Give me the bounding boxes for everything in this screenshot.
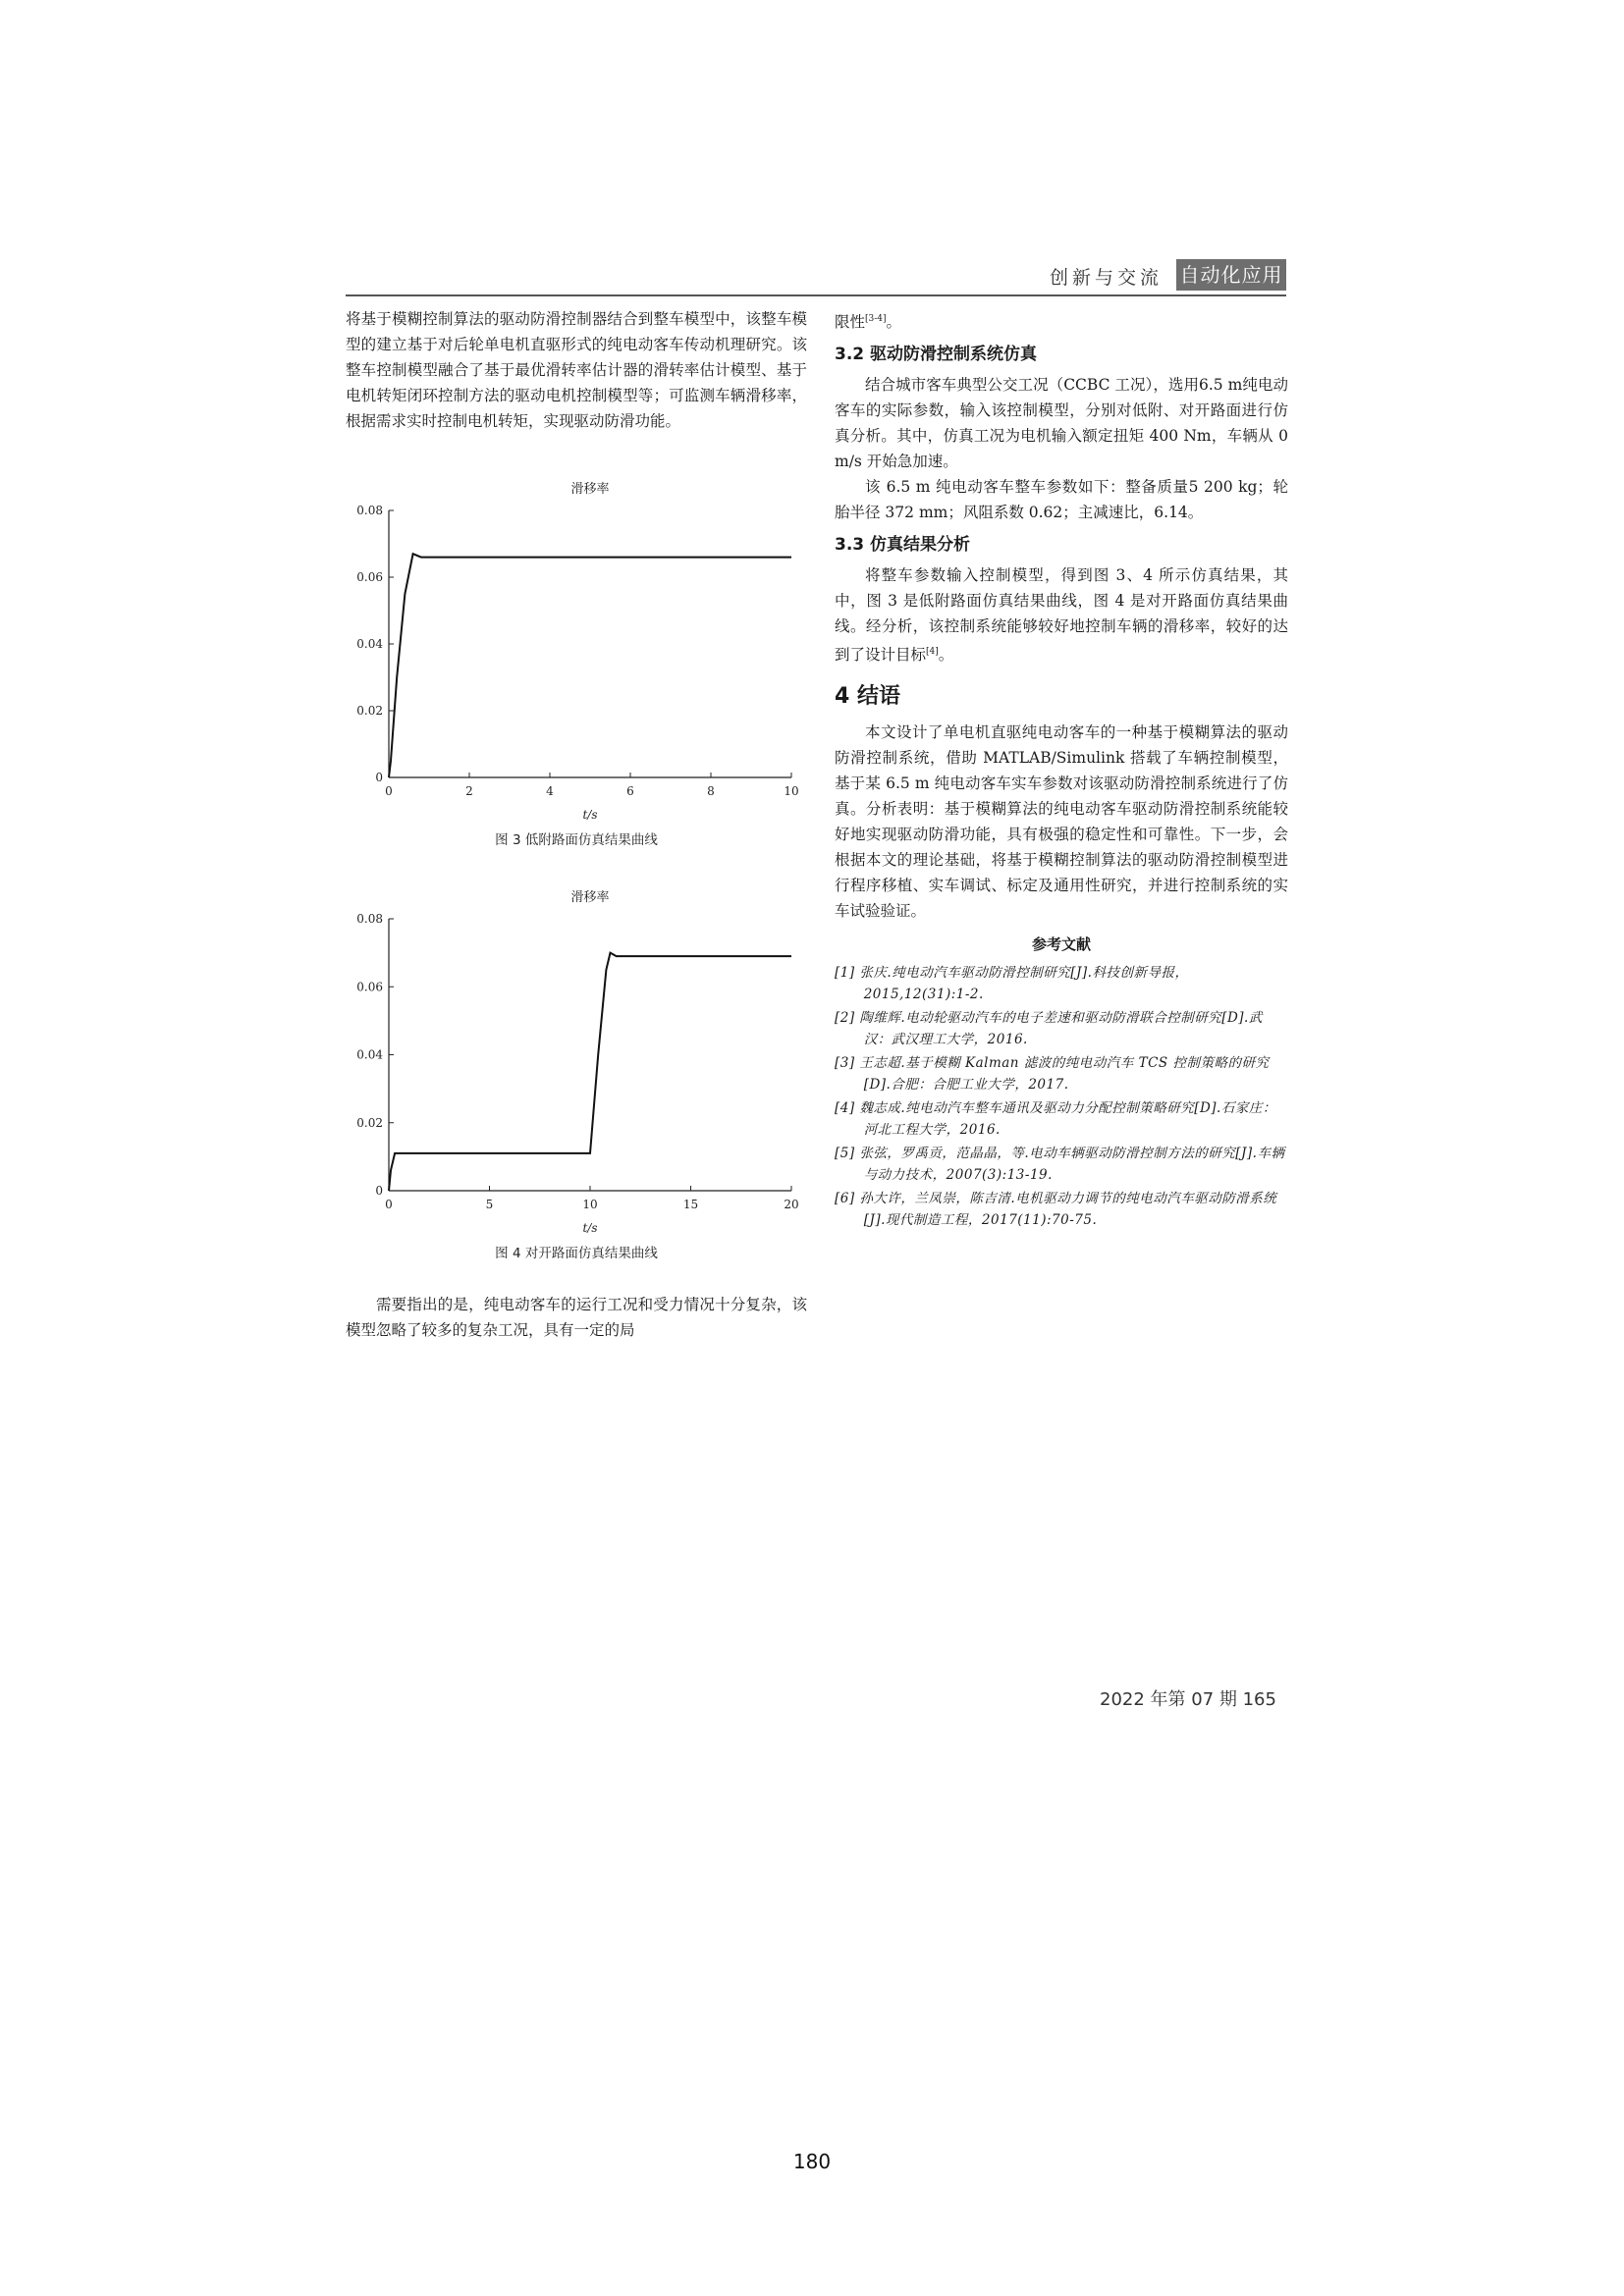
- x-tick-label: 20: [784, 1198, 799, 1211]
- header-column-tag: 自动化应用: [1176, 259, 1286, 291]
- figure-3: [346, 475, 807, 868]
- y-tick-label: 0.08: [356, 912, 383, 926]
- figure-3-caption: 图 3 低附路面仿真结果曲线: [495, 832, 658, 848]
- reference-item: [3] 王志超.基于模糊 Kalman 滤波的纯电动汽车 TCS 控制策略的研究[D].合肥：合肥工业大学，2017.: [835, 1055, 1270, 1094]
- series-line: [389, 953, 791, 1191]
- references-list: [835, 962, 1288, 1231]
- y-tick-label: 0: [375, 1184, 383, 1198]
- y-tick-label: 0.06: [356, 980, 383, 994]
- x-tick-label: 8: [707, 784, 715, 798]
- y-tick-label: 0.02: [356, 704, 383, 718]
- paragraph-4: 本文设计了单电机直驱纯电动客车的一种基于模糊算法的驱动防滑控制系统，借助 MATLAB/Simulink 搭载了车辆控制模型，基于某 6.5 m 纯电动客车实车参数对该驱动防滑控制系统进行了仿真。分析表明：基于模糊算法的纯电动客车驱动防滑控制系统能较好地实现驱动防滑功能，具有极强的稳定性和可靠性。下一步，会根据本文的理论基础，将基于模糊控制算法的驱动防滑控制模型进行程序移植、实车调试、标定及通用性研究，并进行控制系统的实车试验验证。: [835, 723, 1288, 921]
- right-column: [835, 306, 1288, 1233]
- x-tick-label: 10: [784, 784, 799, 798]
- paragraph-3-2-b: 该 6.5 m 纯电动客车整车参数如下：整备质量5 200 kg；轮胎半径 372 mm；风阻系数 0.62；主减速比，6.14。: [835, 478, 1288, 522]
- paragraph-3-3-text: 将整车参数输入控制模型，得到图 3、4 所示仿真结果，其中，图 3 是低附路面仿真结果曲线，图 4 是对开路面仿真结果曲线。经分析，该控制系统能够较好地控制车辆的滑移率，较好的达到了设计目标: [835, 566, 1288, 665]
- paragraph-3-2-a: 结合城市客车典型公交工况（CCBC 工况），选用6.5 m纯电动客车的实际参数，输入该控制模型，分别对低附、对开路面进行仿真分析。其中，仿真工况为电机输入额定扭矩 400 Nm，车辆从 0 m/s 开始急加速。: [835, 376, 1288, 471]
- x-axis-label: t/s: [582, 1221, 598, 1235]
- reference-item: [4] 魏志成.纯电动汽车整车通讯及驱动力分配控制策略研究[D].石家庄：河北工程大学，2016.: [835, 1100, 1276, 1139]
- y-tick-label: 0: [375, 771, 383, 784]
- heading-4: 4 结语: [835, 684, 900, 710]
- chart-title: 滑移率: [570, 482, 610, 497]
- paragraph-3-3: [835, 562, 1288, 667]
- right-paragraph-0: [835, 306, 1288, 335]
- page-header: [346, 259, 1286, 296]
- x-tick-label: 10: [582, 1198, 598, 1211]
- chart-low-friction: [346, 475, 807, 828]
- reference-item: [5] 张弦，罗禹贡，范晶晶，等.电动车辆驱动防滑控制方法的研究[J].车辆与动力技术，2007(3):13-19.: [835, 1146, 1285, 1184]
- right-paragraph-0-text: 限性: [835, 313, 866, 332]
- heading-3-3: 3.3 仿真结果分析: [835, 535, 971, 556]
- left-column-bottom: [346, 1292, 807, 1343]
- x-tick-label: 4: [546, 784, 554, 798]
- paragraph-3-3-end: 。: [938, 646, 954, 665]
- x-tick-label: 2: [465, 784, 473, 798]
- x-tick-label: 5: [485, 1198, 494, 1211]
- citation-4: [4]: [926, 647, 939, 658]
- right-paragraph-0-end: 。: [886, 313, 902, 332]
- x-tick-label: 0: [385, 784, 393, 798]
- citation-3-4: [3-4]: [865, 314, 887, 324]
- page-number: 180: [792, 2150, 832, 2173]
- y-tick-label: 0.04: [356, 637, 383, 651]
- chart-split-friction: [346, 883, 807, 1242]
- x-axis-label: t/s: [582, 808, 598, 822]
- chart-title: 滑移率: [570, 890, 610, 905]
- y-tick-label: 0.04: [356, 1047, 383, 1062]
- figure-4-caption: 图 4 对开路面仿真结果曲线: [495, 1246, 658, 1261]
- x-tick-label: 15: [682, 1198, 699, 1211]
- left-column: [346, 306, 807, 434]
- header-section: 创新与交流: [1049, 267, 1163, 289]
- x-tick-label: 0: [385, 1198, 393, 1211]
- y-tick-label: 0.02: [356, 1115, 383, 1130]
- left-paragraph-1: 将基于模糊控制算法的驱动防滑控制器结合到整车模型中，该整车模型的建立基于对后轮单电机直驱形式的纯电动客车传动机理研究。该整车控制模型融合了基于最优滑转率估计器的滑转率估计模型、基于电机转矩闭环控制方法的驱动电机控制模型等；可监测车辆滑移率，根据需求实时控制电机转矩，实现驱动防滑功能。: [346, 310, 807, 430]
- y-tick-label: 0.06: [356, 570, 383, 584]
- series-line: [389, 554, 791, 777]
- references-title: 参考文献: [1031, 935, 1091, 954]
- reference-item: [2] 陶维辉.电动轮驱动汽车的电子差速和驱动防滑联合控制研究[D].武汉：武汉理工大学，2016.: [835, 1010, 1263, 1048]
- reference-item: [1] 张庆.纯电动汽车驱动防滑控制研究[J].科技创新导报，2015,12(31):1-2.: [835, 965, 1189, 1003]
- issue-info: 2022 年第 07 期 165: [1100, 1689, 1276, 1710]
- left-paragraph-2: 需要指出的是，纯电动客车的运行工况和受力情况十分复杂，该模型忽略了较多的复杂工况，具有一定的局: [346, 1296, 807, 1339]
- y-tick-label: 0.08: [356, 504, 383, 517]
- x-tick-label: 6: [626, 784, 634, 798]
- figure-4: [346, 883, 807, 1281]
- reference-item: [6] 孙大许，兰凤崇，陈吉清.电机驱动力调节的纯电动汽车驱动防滑系统[J].现代制造工程，2017(11):70-75.: [835, 1191, 1277, 1229]
- heading-3-2: 3.2 驱动防滑控制系统仿真: [835, 345, 1038, 365]
